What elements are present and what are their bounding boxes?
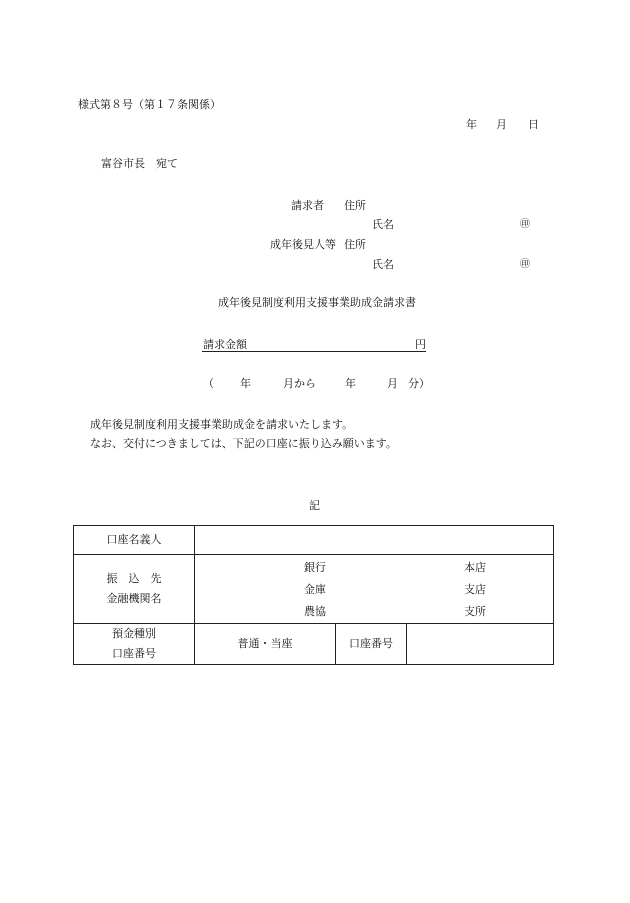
deposit-options-cell[interactable] [195, 624, 336, 665]
period-year2: 年 [345, 377, 356, 390]
period-open: （ [203, 377, 214, 390]
date-month-label: 月 [496, 118, 507, 131]
period-suffix: 分） [408, 377, 430, 390]
claimant-name-label: 氏名 [372, 218, 394, 231]
branch-type-office: 支所 [464, 605, 486, 618]
account-holder-input-cell[interactable] [195, 526, 554, 555]
body-line-2: なお、交付につきましては、下記の口座に振り込み願います。 [90, 437, 397, 450]
account-number-input-cell[interactable] [407, 624, 554, 665]
bank-type-credit: 金庫 [304, 583, 326, 596]
guardian-label: 成年後見人等 [270, 238, 336, 251]
date-year-label: 年 [466, 118, 477, 131]
claimant-seal-mark: ㊞ [520, 219, 530, 230]
account-number-label2-cell [336, 624, 407, 665]
institution-input-cell[interactable] [195, 555, 554, 624]
account-number-label2: 口座番号 [349, 637, 393, 650]
account-number-label: 口座番号 [112, 647, 156, 660]
institution-label: 金融機関名 [106, 592, 162, 605]
deposit-type-label: 預金種別 [112, 627, 156, 640]
claimant-label: 請求者 [291, 199, 324, 212]
account-holder-label-cell [74, 526, 195, 555]
amount-underline [202, 351, 426, 352]
claimant-address-label: 住所 [344, 199, 366, 212]
deposit-options: 普通・当座 [237, 637, 293, 650]
bank-account-table [73, 525, 554, 665]
ki-heading: 記 [309, 499, 320, 512]
body-line-1: 成年後見制度利用支援事業助成金を請求いたします。 [90, 418, 354, 431]
period-month1: 月から [283, 377, 316, 390]
amount-unit: 円 [415, 338, 426, 351]
guardian-seal-mark: ㊞ [520, 259, 530, 270]
guardian-name-label: 氏名 [372, 258, 394, 271]
transfer-label: 振 込 先 [106, 572, 162, 585]
guardian-address-label: 住所 [344, 238, 366, 251]
deposit-type-label-cell [74, 624, 195, 665]
branch-type-branch: 支店 [464, 583, 486, 596]
date-day-label: 日 [528, 118, 539, 131]
amount-label: 請求金額 [203, 338, 247, 351]
addressee: 富谷市長 宛て [101, 157, 178, 170]
document-title: 成年後見制度利用支援事業助成金請求書 [218, 296, 416, 309]
period-month2: 月 [387, 377, 398, 390]
branch-type-main: 本店 [464, 561, 486, 574]
form-number: 様式第８号（第１７条関係） [78, 98, 221, 111]
bank-type-agri: 農協 [304, 605, 326, 618]
institution-label-cell [74, 555, 195, 624]
bank-type-bank: 銀行 [304, 561, 326, 574]
period-year1: 年 [240, 377, 251, 390]
account-holder-label: 口座名義人 [106, 533, 162, 546]
